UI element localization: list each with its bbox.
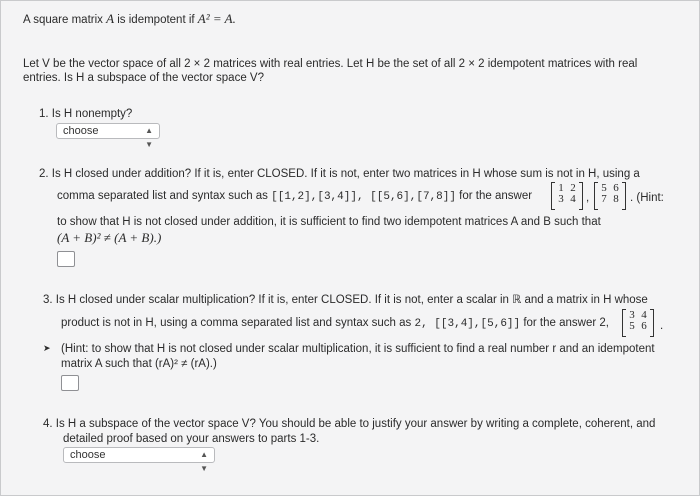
question-3-syntax-example: 2, [[3,4],[5,6]] (414, 318, 521, 330)
matrix-entry: 6 (641, 320, 647, 332)
question-2-matrix-1 (551, 182, 583, 210)
problem-statement-line2: entries. Is H a subspace of the vector space V? (23, 72, 264, 84)
matrix-entry: 6 (613, 182, 619, 194)
question-2-hint-start: . (Hint: (630, 192, 664, 204)
problem-statement-line1: Let V be the vector space of all 2 × 2 matrices with real entries. Let H be the set of all 2 × 2 idempotent matrices with real (23, 58, 638, 70)
question-2-line1: 2. Is H closed under addition? If it is, enter CLOSED. If it is not, enter two matrices in H whose sum is not in H, using a (39, 168, 640, 180)
matrix-entry: 1 (558, 182, 564, 194)
matrix-entry: 8 (613, 193, 619, 205)
question-3-answer-input[interactable] (61, 375, 79, 391)
question-2-line2-suffix: for the answer (455, 190, 533, 202)
question-4-line1: 4. Is H a subspace of the vector space V? You should be able to justify your answer by writing a complete, coherent, and (43, 418, 656, 430)
definition-line (23, 11, 236, 28)
question-1-select[interactable] (56, 123, 160, 149)
matrix-entry: 4 (570, 193, 576, 205)
question-2-line2 (57, 189, 532, 205)
period: . (660, 320, 664, 332)
matrix-entry: 5 (629, 320, 635, 332)
question-3-line4: matrix A such that (rA)² ≠ (rA).) (61, 358, 217, 370)
definition-text: A square matrix (23, 14, 107, 26)
definition-symbol: A (106, 11, 115, 26)
question-2-answer-input[interactable] (57, 251, 75, 267)
question-3-line2-text: product is not in H, using a comma separated list and syntax such as (61, 317, 415, 329)
matrix-entry: 2 (570, 182, 576, 194)
matrix-entry: 3 (629, 309, 635, 321)
matrix-entry: 4 (641, 309, 647, 321)
select-arrows-icon: ▲ ▼ (145, 126, 153, 149)
mouse-cursor-icon: ➤ (43, 343, 51, 353)
question-2-line4: (A + B)² ≠ (A + B).) (57, 230, 162, 245)
matrix-entry: 5 (601, 182, 607, 194)
question-2-matrix-2 (594, 182, 626, 210)
question-1-text: 1. Is H nonempty? (39, 108, 133, 120)
question-3-line2-suffix: for the answer 2, (520, 317, 609, 329)
question-2-line2-text: comma separated list and syntax such as (57, 190, 272, 202)
question-3-matrix (622, 309, 654, 337)
matrix-entry: 3 (558, 193, 564, 205)
question-3-line2 (61, 316, 609, 332)
question-2-line3: to show that H is not closed under addition, it is sufficient to find two idempotent matrices A and B such that (57, 216, 601, 228)
question-3-line3: (Hint: to show that H is not closed under scalar multiplication, it is sufficient to find a real number r and an idempotent (61, 343, 655, 355)
question-4-line2: detailed proof based on your answers to parts 1-3. (63, 433, 320, 445)
question-1-select-value: choose (63, 125, 99, 137)
matrix-separator: , (586, 192, 590, 204)
select-arrows-icon: ▲ ▼ (200, 450, 208, 473)
definition-text-mid: is idempotent if (114, 14, 198, 26)
question-3-line1: 3. Is H closed under scalar multiplication? If it is, enter CLOSED. If it is not, enter a scalar in ℝ and a matrix in H whose (43, 294, 648, 306)
question-4-select[interactable] (63, 447, 215, 473)
matrix-entry: 7 (601, 193, 607, 205)
question-2-syntax-example: [[1,2],[3,4]], [[5,6],[7,8]] (271, 191, 456, 203)
definition-formula: A² = A. (197, 11, 236, 26)
question-4-select-value: choose (70, 449, 106, 461)
